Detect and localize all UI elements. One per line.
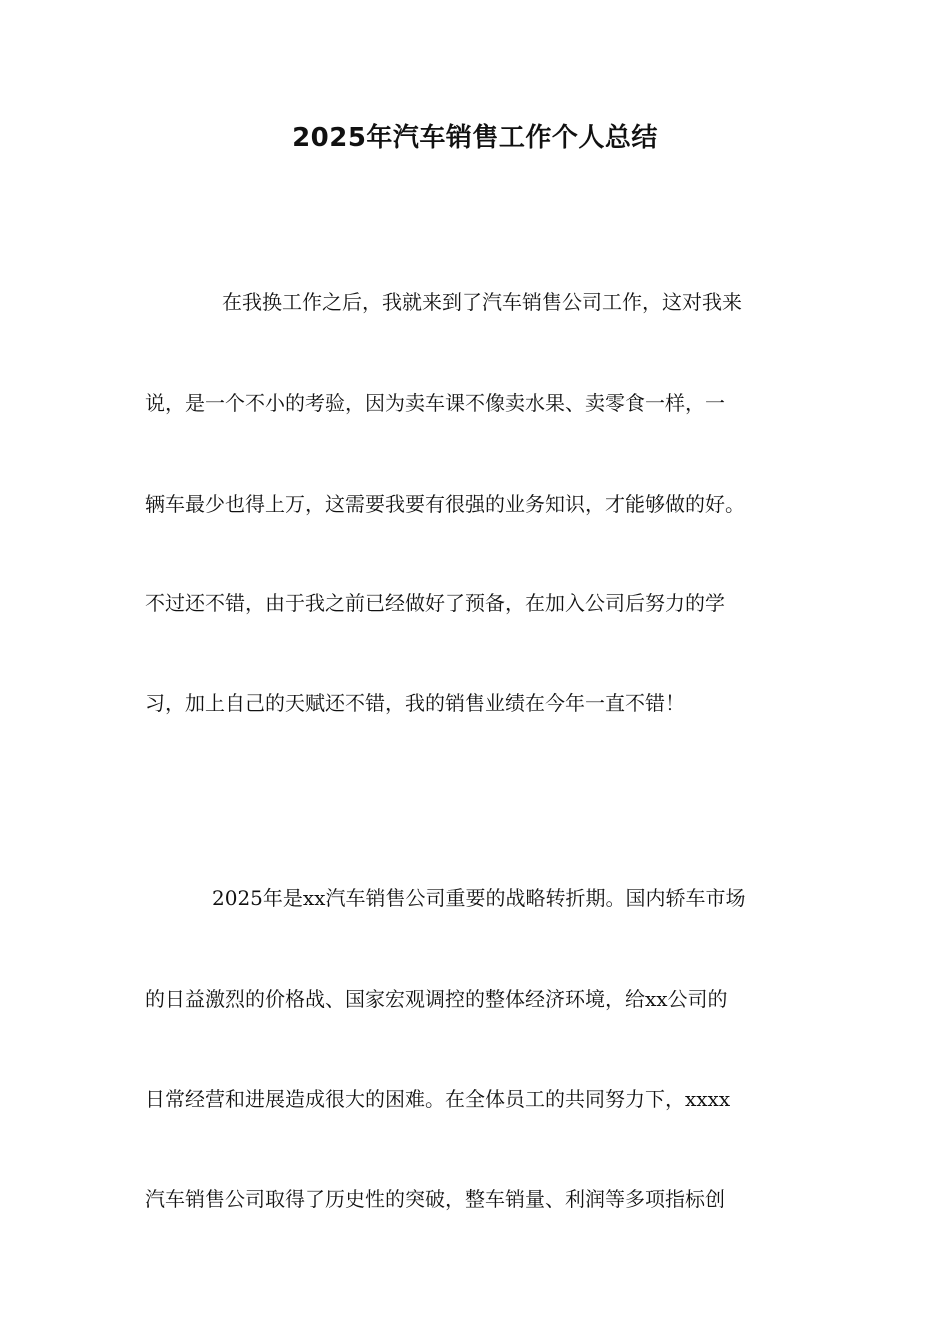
paragraph-line: 不过还不错，由于我之前已经做好了预备，在加入公司后努力的学 bbox=[145, 591, 725, 615]
document-title: 2025年汽车销售工作个人总结 bbox=[292, 123, 658, 153]
paragraph-line: 说，是一个不小的考验，因为卖车课不像卖水果、卖零食一样，一 bbox=[145, 391, 725, 415]
paragraph-line: 日常经营和进展造成很大的困难。在全体员工的共同努力下，xxxx bbox=[145, 1087, 731, 1111]
paragraph-line: 习，加上自己的天赋还不错，我的销售业绩在今年一直不错！ bbox=[145, 691, 685, 715]
paragraph-line: 2025年是xx汽车销售公司重要的战略转折期。国内轿车市场 bbox=[212, 886, 746, 910]
paragraph-line: 的日益激烈的价格战、国家宏观调控的整体经济环境，给xx公司的 bbox=[145, 987, 728, 1011]
paragraph-line: 在我换工作之后，我就来到了汽车销售公司工作，这对我来 bbox=[222, 290, 742, 314]
paragraph-line: 辆车最少也得上万，这需要我要有很强的业务知识，才能够做的好。 bbox=[145, 492, 745, 516]
paragraph-line: 汽车销售公司取得了历史性的突破，整车销量、利润等多项指标创 bbox=[145, 1187, 725, 1211]
